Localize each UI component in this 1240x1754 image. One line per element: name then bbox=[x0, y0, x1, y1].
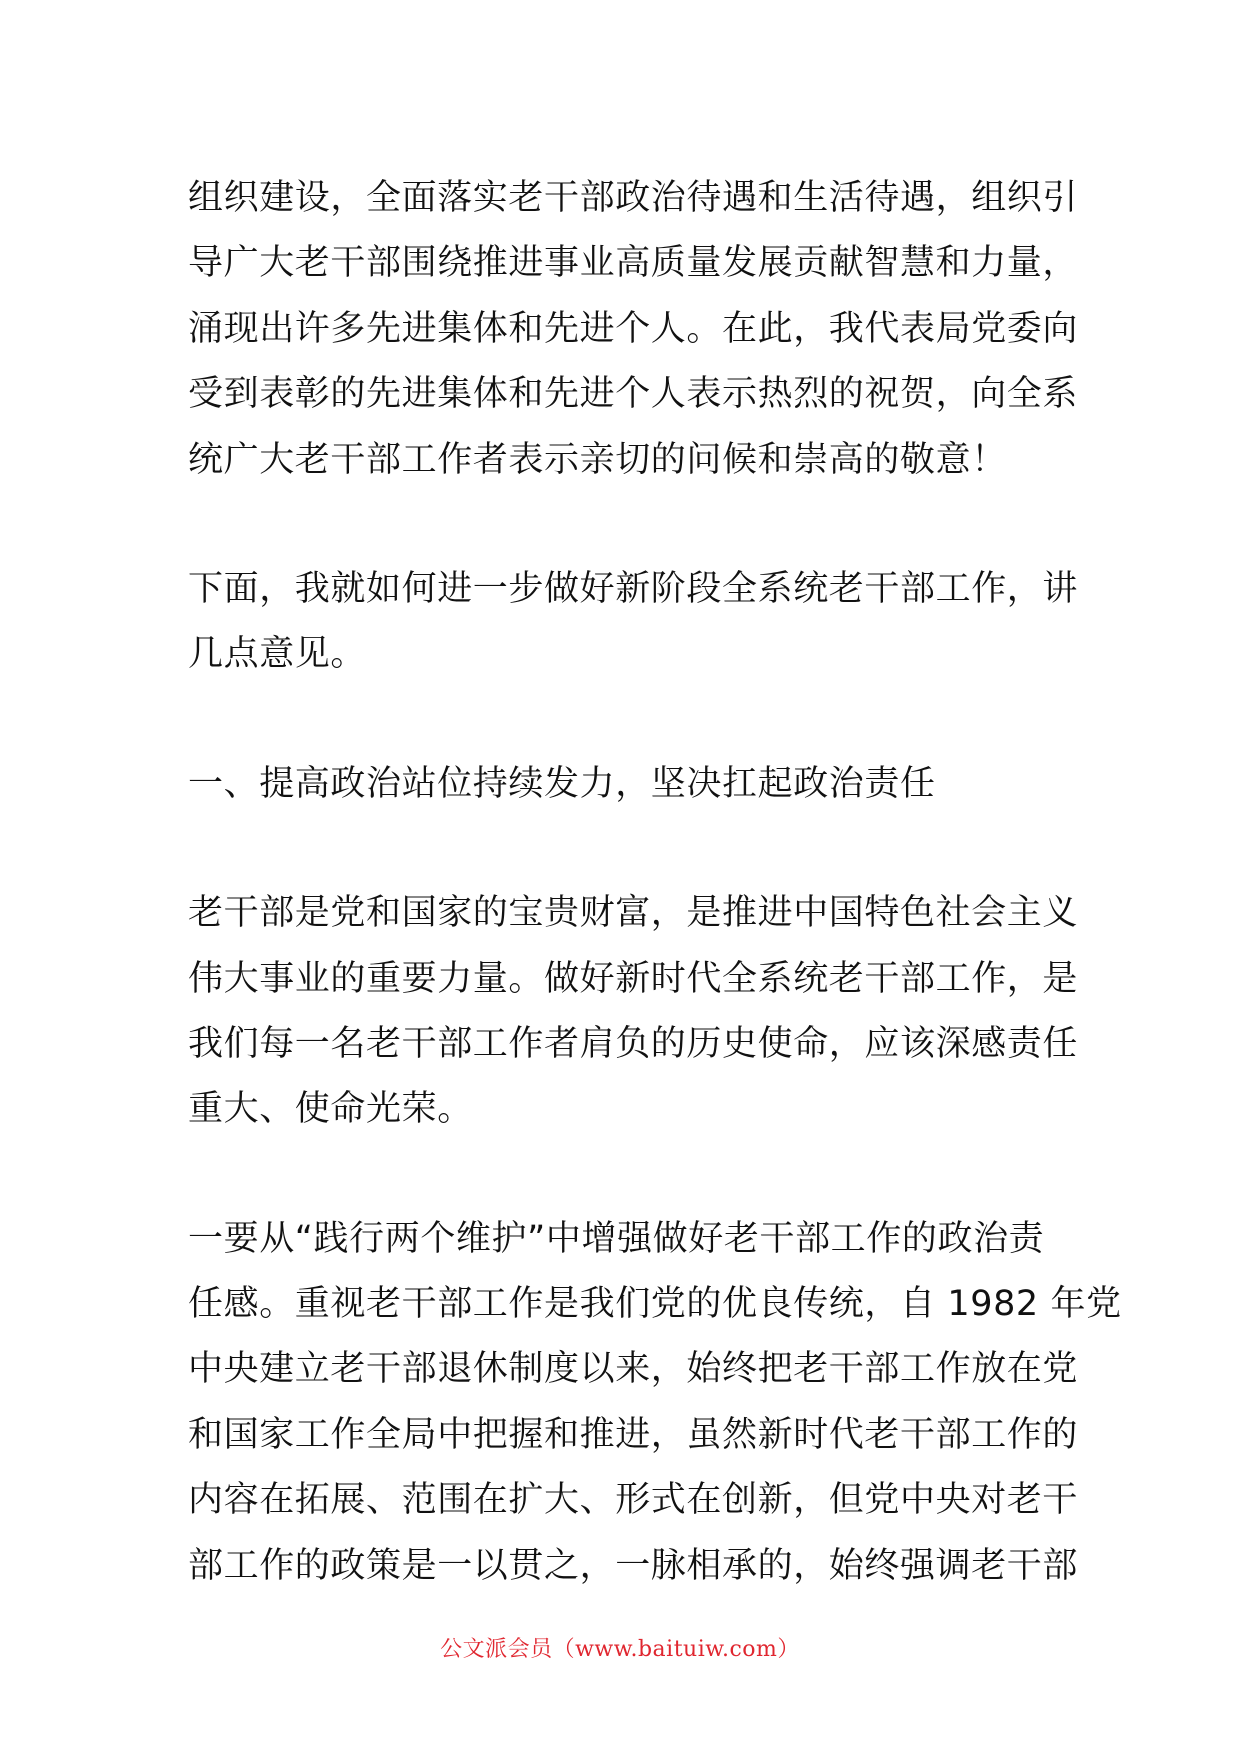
text-line: 中央建立老干部退休制度以来，始终把老干部工作放在党 bbox=[188, 1349, 1079, 1390]
paragraph-5 bbox=[188, 1207, 1122, 1599]
text-line: 老干部是党和国家的宝贵财富，是推进中国特色社会主义 bbox=[188, 893, 1079, 934]
text-line: 组织建设，全面落实老干部政治待遇和生活待遇，组织引 bbox=[188, 178, 1079, 218]
text-line: 涌现出许多先进集体和先进个人。在此，我代表局党委向 bbox=[188, 308, 1079, 349]
text-line: 导广大老干部围绕推进事业高质量发展贡献智慧和力量， bbox=[188, 243, 1079, 284]
text-line: 内容在拓展、范围在扩大、形式在创新，但党中央对老干 bbox=[188, 1480, 1079, 1521]
text-line: 几点意见。 bbox=[188, 634, 367, 675]
text-line: 任感。重视老干部工作是我们党的优良传统，自 1982 年党 bbox=[188, 1284, 1122, 1325]
text-line: 一要从“践行两个维护”中增强做好老干部工作的政治责 bbox=[188, 1218, 1045, 1259]
text-line: 下面，我就如何进一步做好新阶段全系统老干部工作，讲 bbox=[188, 568, 1079, 609]
text-line: 统广大老干部工作者表示亲切的问候和崇高的敬意！ bbox=[188, 439, 1007, 480]
document-body bbox=[188, 166, 1122, 1599]
text-line: 伟大事业的重要力量。做好新时代全系统老干部工作，是 bbox=[188, 958, 1079, 999]
text-line: 重大、使命光荣。 bbox=[188, 1089, 473, 1130]
text-line: 受到表彰的先进集体和先进个人表示热烈的祝贺，向全系 bbox=[188, 374, 1079, 415]
section-heading bbox=[188, 752, 1068, 817]
text-line: 部工作的政策是一以贯之，一脉相承的，始终强调老干部 bbox=[188, 1545, 1079, 1586]
text-line: 一、提高政治站位持续发力，坚决扛起政治责任 bbox=[188, 763, 936, 804]
paragraph-2 bbox=[188, 557, 1079, 688]
paragraph-4 bbox=[188, 881, 1079, 1143]
footer-watermark-link[interactable]: 公文派会员（www.baituiw.com） bbox=[440, 1637, 800, 1662]
text-line: 我们每一名老干部工作者肩负的历史使命，应该深感责任 bbox=[188, 1023, 1079, 1064]
paragraph-1 bbox=[188, 166, 1079, 493]
text-line: 和国家工作全局中把握和推进，虽然新时代老干部工作的 bbox=[188, 1414, 1079, 1455]
